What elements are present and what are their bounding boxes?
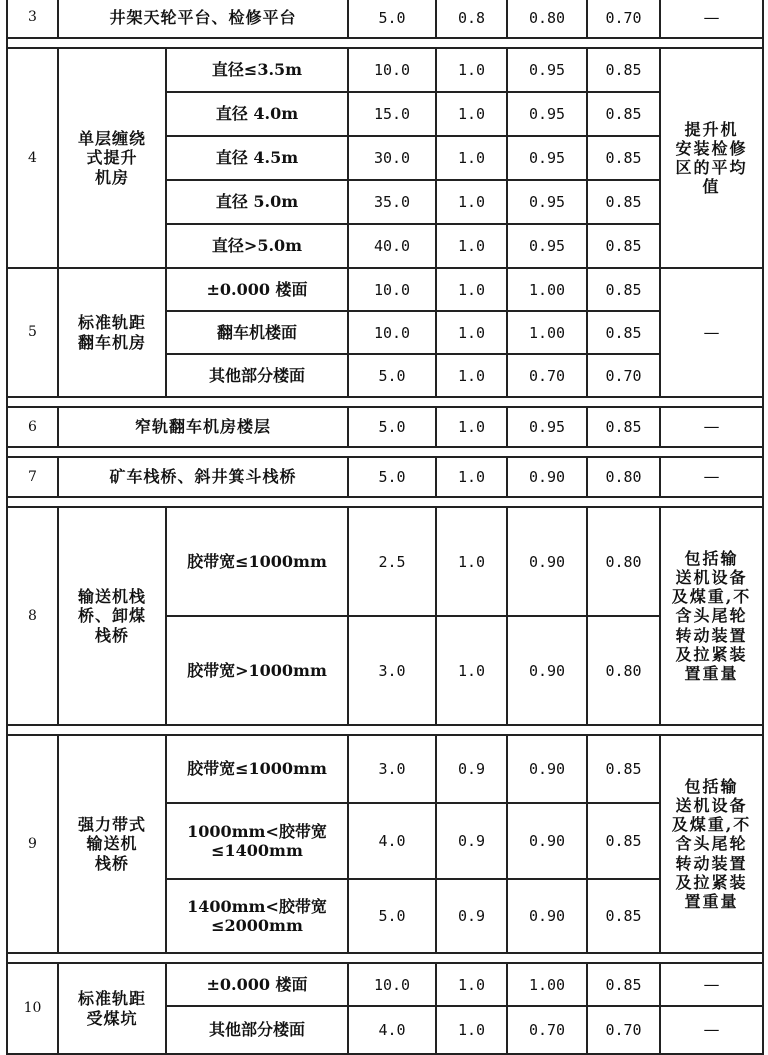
value-cell: 40.0 (348, 224, 436, 268)
row-number: 9 (7, 735, 58, 953)
value-cell: 1.0 (436, 268, 507, 311)
value-cell: 10.0 (348, 311, 436, 354)
value-cell: 0.70 (507, 1006, 587, 1054)
sub-label: 胶带宽≤1000mm (166, 735, 348, 803)
table-row (7, 268, 763, 311)
sub-label: ±0.000 楼面 (166, 268, 348, 311)
value-cell: 0.70 (587, 0, 660, 38)
value-cell: 0.9 (436, 735, 507, 803)
note-cell: 提升机 安装检修 区的平均 值 (660, 48, 763, 268)
value-cell: 1.0 (436, 1006, 507, 1054)
value-cell: 1.0 (436, 136, 507, 180)
sub-label: 直径 4.0m (166, 92, 348, 136)
value-cell: 5.0 (348, 407, 436, 447)
value-cell: 0.90 (507, 735, 587, 803)
note-cell: — (660, 1006, 763, 1054)
sub-label: 其他部分楼面 (166, 354, 348, 397)
note-cell: — (660, 268, 763, 397)
note-cell: 包括输 送机设备 及煤重,不 含头尾轮 转动装置 及拉紧装 置重量 (660, 507, 763, 725)
sub-label: 直径 4.5m (166, 136, 348, 180)
sub-label: 胶带宽>1000mm (166, 616, 348, 725)
sub-label: 1400mm<胶带宽 ≤2000mm (166, 879, 348, 953)
value-cell: 1.0 (436, 616, 507, 725)
row-name: 单层缠绕 式提升 机房 (58, 48, 166, 268)
value-cell: 5.0 (348, 457, 436, 497)
sub-label: 其他部分楼面 (166, 1006, 348, 1054)
row-number: 8 (7, 507, 58, 725)
value-cell: 10.0 (348, 268, 436, 311)
value-cell: 0.95 (507, 180, 587, 224)
sub-label: 翻车机楼面 (166, 311, 348, 354)
table-row (7, 48, 763, 92)
value-cell: 0.85 (587, 879, 660, 953)
value-cell: 15.0 (348, 92, 436, 136)
value-cell: 35.0 (348, 180, 436, 224)
value-cell: 0.95 (507, 407, 587, 447)
table-row (7, 0, 763, 38)
value-cell: 0.80 (587, 507, 660, 616)
value-cell: 1.0 (436, 180, 507, 224)
value-cell: 0.9 (436, 803, 507, 879)
value-cell: 0.80 (507, 0, 587, 38)
value-cell: 0.95 (507, 136, 587, 180)
value-cell: 0.85 (587, 48, 660, 92)
value-cell: 0.85 (587, 136, 660, 180)
value-cell: 1.0 (436, 507, 507, 616)
row-number: 5 (7, 268, 58, 397)
value-cell: 1.0 (436, 963, 507, 1006)
value-cell: 0.85 (587, 268, 660, 311)
sub-label: 直径≤3.5m (166, 48, 348, 92)
row-number: 7 (7, 457, 58, 497)
row-name: 强力带式 输送机 栈桥 (58, 735, 166, 953)
value-cell: 0.85 (587, 311, 660, 354)
row-name: 标准轨距 翻车机房 (58, 268, 166, 397)
row-name: 窄轨翻车机房楼层 (58, 407, 348, 447)
note-cell: — (660, 963, 763, 1006)
value-cell: 30.0 (348, 136, 436, 180)
value-cell: 1.00 (507, 268, 587, 311)
value-cell: 3.0 (348, 735, 436, 803)
value-cell: 0.70 (587, 1006, 660, 1054)
table-row (7, 457, 763, 497)
value-cell: 0.95 (507, 224, 587, 268)
value-cell: 0.90 (507, 457, 587, 497)
table-row (7, 735, 763, 803)
value-cell: 0.90 (507, 879, 587, 953)
row-name: 矿车栈桥、斜井箕斗栈桥 (58, 457, 348, 497)
value-cell: 5.0 (348, 354, 436, 397)
row-name: 井架天轮平台、检修平台 (58, 0, 348, 38)
value-cell: 0.90 (507, 616, 587, 725)
value-cell: 0.80 (587, 616, 660, 725)
table-row (7, 407, 763, 447)
value-cell: 1.0 (436, 48, 507, 92)
row-number: 3 (7, 0, 58, 38)
value-cell: 0.85 (587, 180, 660, 224)
sub-label: ±0.000 楼面 (166, 963, 348, 1006)
value-cell: 10.0 (348, 963, 436, 1006)
value-cell: 0.90 (507, 507, 587, 616)
note-cell: — (660, 0, 763, 38)
value-cell: 0.70 (587, 354, 660, 397)
note-cell: — (660, 407, 763, 447)
value-cell: 0.85 (587, 803, 660, 879)
value-cell: 0.9 (436, 879, 507, 953)
note-cell: 包括输 送机设备 及煤重,不 含头尾轮 转动装置 及拉紧装 置重量 (660, 735, 763, 953)
value-cell: 0.85 (587, 224, 660, 268)
value-cell: 0.85 (587, 407, 660, 447)
value-cell: 1.00 (507, 311, 587, 354)
value-cell: 4.0 (348, 1006, 436, 1054)
row-number: 10 (7, 963, 58, 1054)
value-cell: 1.0 (436, 224, 507, 268)
value-cell: 1.0 (436, 311, 507, 354)
value-cell: 10.0 (348, 48, 436, 92)
value-cell: 0.85 (587, 735, 660, 803)
value-cell: 4.0 (348, 803, 436, 879)
load-table (6, 0, 764, 1055)
value-cell: 0.95 (507, 92, 587, 136)
value-cell: 1.0 (436, 92, 507, 136)
row-name: 标准轨距 受煤坑 (58, 963, 166, 1054)
value-cell: 1.0 (436, 457, 507, 497)
table-row (7, 963, 763, 1006)
value-cell: 1.00 (507, 963, 587, 1006)
value-cell: 3.0 (348, 616, 436, 725)
value-cell: 0.8 (436, 0, 507, 38)
sub-label: 1000mm<胶带宽 ≤1400mm (166, 803, 348, 879)
value-cell: 0.95 (507, 48, 587, 92)
note-cell: — (660, 457, 763, 497)
value-cell: 0.80 (587, 457, 660, 497)
value-cell: 0.85 (587, 92, 660, 136)
row-number: 4 (7, 48, 58, 268)
row-number: 6 (7, 407, 58, 447)
value-cell: 5.0 (348, 879, 436, 953)
value-cell: 5.0 (348, 0, 436, 38)
value-cell: 1.0 (436, 354, 507, 397)
row-name: 输送机栈 桥、卸煤 栈桥 (58, 507, 166, 725)
sub-label: 直径>5.0m (166, 224, 348, 268)
sub-label: 胶带宽≤1000mm (166, 507, 348, 616)
value-cell: 0.70 (507, 354, 587, 397)
value-cell: 0.90 (507, 803, 587, 879)
value-cell: 0.85 (587, 963, 660, 1006)
sub-label: 直径 5.0m (166, 180, 348, 224)
value-cell: 1.0 (436, 407, 507, 447)
table-row (7, 507, 763, 616)
value-cell: 2.5 (348, 507, 436, 616)
